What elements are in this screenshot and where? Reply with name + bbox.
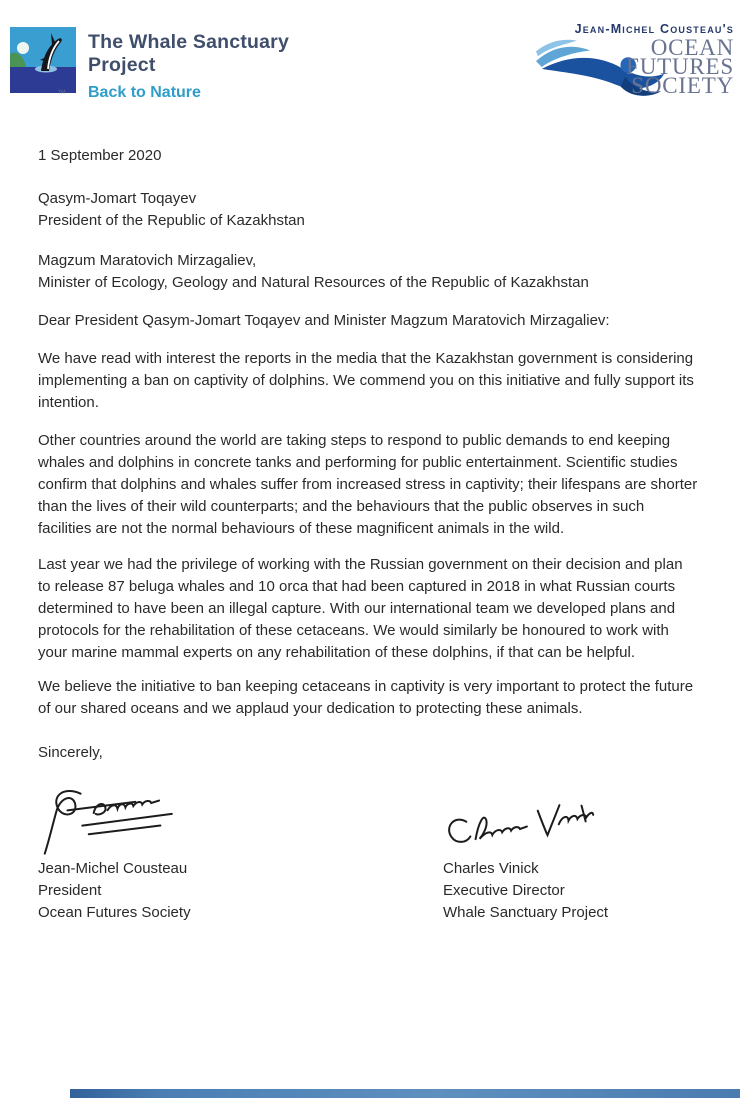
ofs-owner-text: Jean-Michel Cousteau's [574, 22, 734, 36]
signatory-organization: Whale Sanctuary Project [443, 904, 609, 921]
recipient-name: Magzum Maratovich Mirzagaliev, [38, 252, 257, 269]
wsp-tagline: Back to Nature [88, 84, 201, 101]
paragraph: We believe the initiative to ban keeping cetaceans in captivity is very important to protect the future of our shared oceans and we applaud your dedication to protecting these animals. [38, 678, 694, 717]
signatory-name: Jean-Michel Cousteau [38, 860, 188, 877]
ofs-name-line: OCEAN [650, 35, 734, 60]
paragraph: We have read with interest the reports in the media that the Kazakhstan government is considering implementing a ban on captivity of dolphins. We commend you on this initiative and fully support its intention. [38, 350, 694, 411]
ofs-name-line: SOCIETY [631, 73, 734, 98]
closing: Sincerely, [38, 744, 103, 761]
signatory-block-vinick [443, 778, 698, 924]
recipient-block [38, 188, 698, 232]
paragraph: Other countries around the world are taking steps to respond to public demands to end keeping whales and dolphins in concrete tanks and performing for public entertainment. Scientific studies confirm that dolphins and whales suffer from increased stress in captivity; their lifespans are shorter than the lives of their wild counterparts; and the behaviours that the public observes in such facilities are not the normal behaviours of these magnificent animals in the wild. [38, 432, 698, 537]
ofs-society-name [626, 35, 734, 98]
letter-date: 1 September 2020 [38, 147, 162, 164]
recipient-title: President of the Republic of Kazakhstan [38, 212, 305, 229]
letter-body [38, 145, 698, 924]
signature-row [38, 778, 698, 924]
whale-sanctuary-logo-icon [10, 27, 76, 93]
ofs-name-line: FUTURES [626, 54, 734, 79]
wsp-title: The Whale Sanctuary Project [88, 31, 290, 76]
signatory-organization: Ocean Futures Society [38, 904, 191, 921]
signatory-block-cousteau [38, 778, 443, 924]
letterhead [0, 0, 740, 130]
recipient-name: Qasym-Jomart Toqayev [38, 190, 197, 207]
trademark-symbol: ™ [57, 88, 66, 98]
signatory-title: Executive Director [443, 882, 565, 899]
recipient-block [38, 250, 698, 294]
recipient-title: Minister of Ecology, Geology and Natural Resources of the Republic of Kazakhstan [38, 274, 589, 291]
footer-bar [70, 1089, 740, 1098]
paragraph: Last year we had the privilege of working with the Russian government on their decision and plan to release 87 beluga whales and 10 orca that had been captured in 2018 in what Russian courts determined to have been an illegal capture. With our international team we developed plans and protocols for the rehabilitation of these cetaceans. We would similarly be honoured to work with your marine mammal experts on any rehabilitation of these dolphins, if that can be helpful. [38, 556, 683, 661]
salutation: Dear President Qasym-Jomart Toqayev and Minister Magzum Maratovich Mirzagaliev: [38, 312, 610, 329]
signatory-name: Charles Vinick [443, 860, 539, 877]
vinick-signature-icon [443, 778, 698, 858]
cousteau-signature-icon [38, 778, 443, 858]
signatory-title: President [38, 882, 102, 899]
